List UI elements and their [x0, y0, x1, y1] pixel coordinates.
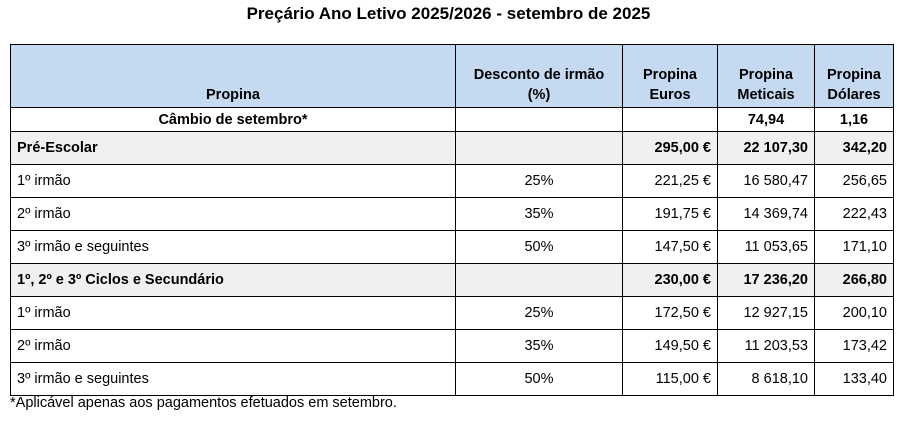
header-meticais-line2: Meticais [737, 87, 795, 103]
row-label: 1º irmão [11, 165, 456, 198]
table-row [11, 363, 894, 396]
row-dolares: 173,42 [815, 330, 894, 363]
row-meticais: 8 618,10 [718, 363, 815, 396]
footnote: *Aplicável apenas aos pagamentos efetuados em setembro. [10, 395, 397, 411]
row-dolares: 222,43 [815, 198, 894, 231]
row-desconto: 25% [456, 165, 623, 198]
section-meticais: 22 107,30 [718, 132, 815, 165]
row-dolares: 256,65 [815, 165, 894, 198]
cambio-row [11, 108, 894, 132]
section-meticais: 17 236,20 [718, 264, 815, 297]
row-dolares: 171,10 [815, 231, 894, 264]
header-desconto-line2: (%) [527, 87, 551, 103]
header-meticais-line1: Propina [739, 67, 793, 83]
header-euros [623, 45, 718, 108]
section-dolares: 342,20 [815, 132, 894, 165]
row-dolares: 133,40 [815, 363, 894, 396]
section-name: Pré-Escolar [11, 132, 456, 165]
cambio-empty-desconto [456, 108, 623, 132]
table-row [11, 198, 894, 231]
header-dolares-line2: Dólares [827, 87, 881, 103]
row-desconto: 35% [456, 198, 623, 231]
row-dolares: 200,10 [815, 297, 894, 330]
section-euros: 230,00 € [623, 264, 718, 297]
row-euros: 147,50 € [623, 231, 718, 264]
row-meticais: 12 927,15 [718, 297, 815, 330]
header-desconto-line1: Desconto de irmão [473, 67, 605, 83]
section-row-ciclos-secundario [11, 264, 894, 297]
row-meticais: 14 369,74 [718, 198, 815, 231]
row-label: 2º irmão [11, 330, 456, 363]
row-desconto: 25% [456, 297, 623, 330]
header-desconto [456, 45, 623, 108]
table-row [11, 165, 894, 198]
row-label: 3º irmão e seguintes [11, 231, 456, 264]
header-dolares-line1: Propina [827, 67, 881, 83]
page-title: Preçário Ano Letivo 2025/2026 - setembro de 2025 [246, 4, 651, 23]
cambio-meticais: 74,94 [718, 108, 815, 132]
section-euros: 295,00 € [623, 132, 718, 165]
row-euros: 149,50 € [623, 330, 718, 363]
row-euros: 115,00 € [623, 363, 718, 396]
cambio-empty-euros [623, 108, 718, 132]
section-empty-desconto [456, 264, 623, 297]
price-table [10, 44, 894, 396]
table-row [11, 330, 894, 363]
row-euros: 191,75 € [623, 198, 718, 231]
row-meticais: 11 053,65 [718, 231, 815, 264]
header-euros-line2: Euros [649, 87, 691, 103]
section-empty-desconto [456, 132, 623, 165]
header-propina: Propina [11, 45, 456, 108]
row-meticais: 16 580,47 [718, 165, 815, 198]
row-euros: 221,25 € [623, 165, 718, 198]
row-label: 1º irmão [11, 297, 456, 330]
row-meticais: 11 203,53 [718, 330, 815, 363]
row-label: 2º irmão [11, 198, 456, 231]
row-euros: 172,50 € [623, 297, 718, 330]
table-header-row [11, 45, 894, 108]
table-row [11, 231, 894, 264]
table-row [11, 297, 894, 330]
header-dolares [815, 45, 894, 108]
row-desconto: 50% [456, 363, 623, 396]
cambio-label: Câmbio de setembro* [11, 108, 456, 132]
row-desconto: 50% [456, 231, 623, 264]
section-row-pre-escolar [11, 132, 894, 165]
row-desconto: 35% [456, 330, 623, 363]
row-label: 3º irmão e seguintes [11, 363, 456, 396]
header-meticais [718, 45, 815, 108]
cambio-dolares: 1,16 [815, 108, 894, 132]
section-name: 1º, 2º e 3º Ciclos e Secundário [11, 264, 456, 297]
header-euros-line1: Propina [643, 67, 697, 83]
section-dolares: 266,80 [815, 264, 894, 297]
